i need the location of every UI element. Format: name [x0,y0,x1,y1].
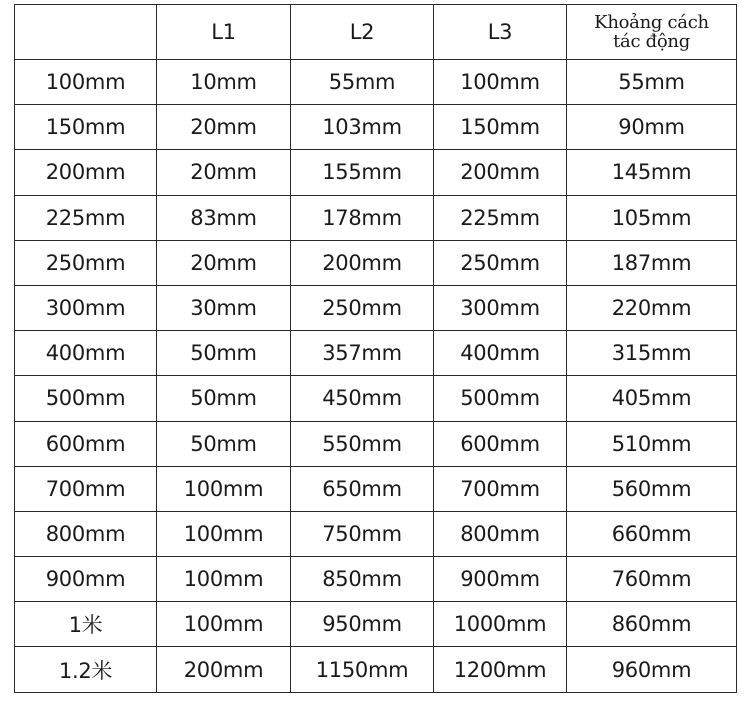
spec-table-container [14,4,737,693]
cell-size: 700mm [15,466,157,511]
cell-l3: 1200mm [434,647,567,692]
cell-size: 200mm [15,150,157,195]
cell-l2: 950mm [291,602,434,647]
table-row [15,647,737,692]
header-cell-empty [15,5,157,60]
cell-l2: 450mm [291,376,434,421]
cell-l3: 150mm [434,105,567,150]
table-row [15,376,737,421]
cell-l2: 550mm [291,421,434,466]
cell-l2: 103mm [291,105,434,150]
table-row [15,331,737,376]
table-row [15,557,737,602]
cell-size: 1米 [15,602,157,647]
cell-size: 225mm [15,195,157,240]
table-row [15,511,737,556]
table-row [15,602,737,647]
table-row [15,195,737,240]
cell-l2: 250mm [291,285,434,330]
cell-l1: 10mm [157,60,291,105]
table-row [15,150,737,195]
header-cell-distance [567,5,737,60]
cell-l1: 50mm [157,421,291,466]
cell-l2: 1150mm [291,647,434,692]
cell-size: 800mm [15,511,157,556]
cell-l3: 400mm [434,331,567,376]
cell-l3: 600mm [434,421,567,466]
table-row [15,240,737,285]
cell-l3: 1000mm [434,602,567,647]
cell-l1: 20mm [157,105,291,150]
cell-l1: 200mm [157,647,291,692]
cell-l3: 700mm [434,466,567,511]
header-cell-l1: L1 [157,5,291,60]
cell-l1: 100mm [157,602,291,647]
cell-size: 250mm [15,240,157,285]
cell-distance: 560mm [567,466,737,511]
cell-l3: 200mm [434,150,567,195]
cell-l1: 100mm [157,466,291,511]
header-cell-l3: L3 [434,5,567,60]
cell-size: 300mm [15,285,157,330]
table-row [15,60,737,105]
cell-distance: 760mm [567,557,737,602]
cell-distance: 660mm [567,511,737,556]
table-row [15,105,737,150]
cell-distance: 220mm [567,285,737,330]
cell-l2: 178mm [291,195,434,240]
cell-l1: 50mm [157,331,291,376]
cell-distance: 405mm [567,376,737,421]
cell-distance: 90mm [567,105,737,150]
cell-l2: 200mm [291,240,434,285]
cell-l2: 750mm [291,511,434,556]
cell-size: 400mm [15,331,157,376]
cell-l2: 55mm [291,60,434,105]
cell-size: 600mm [15,421,157,466]
table-row [15,421,737,466]
cell-l1: 20mm [157,150,291,195]
cell-size: 500mm [15,376,157,421]
cell-size: 150mm [15,105,157,150]
cell-distance: 145mm [567,150,737,195]
cell-l1: 100mm [157,557,291,602]
cell-l2: 650mm [291,466,434,511]
table-row [15,285,737,330]
cell-l3: 250mm [434,240,567,285]
cell-l3: 500mm [434,376,567,421]
header-distance-line-2: tác động [613,31,690,52]
cell-distance: 860mm [567,602,737,647]
cell-distance: 105mm [567,195,737,240]
cell-distance: 187mm [567,240,737,285]
table-row [15,466,737,511]
cell-l3: 100mm [434,60,567,105]
cell-distance: 315mm [567,331,737,376]
cell-l3: 225mm [434,195,567,240]
cell-distance: 55mm [567,60,737,105]
cell-distance: 960mm [567,647,737,692]
cell-l2: 850mm [291,557,434,602]
cell-l1: 83mm [157,195,291,240]
header-cell-l2: L2 [291,5,434,60]
cell-size: 900mm [15,557,157,602]
header-row [15,5,737,60]
spec-table [14,4,737,693]
cell-l2: 155mm [291,150,434,195]
cell-l1: 50mm [157,376,291,421]
cell-l3: 800mm [434,511,567,556]
cell-l3: 900mm [434,557,567,602]
header-distance-line-1: Khoảng cách [594,12,709,33]
cell-l1: 100mm [157,511,291,556]
cell-distance: 510mm [567,421,737,466]
table-body [15,60,737,693]
cell-l1: 30mm [157,285,291,330]
cell-size: 1.2米 [15,647,157,692]
cell-l2: 357mm [291,331,434,376]
cell-l1: 20mm [157,240,291,285]
cell-l3: 300mm [434,285,567,330]
cell-size: 100mm [15,60,157,105]
